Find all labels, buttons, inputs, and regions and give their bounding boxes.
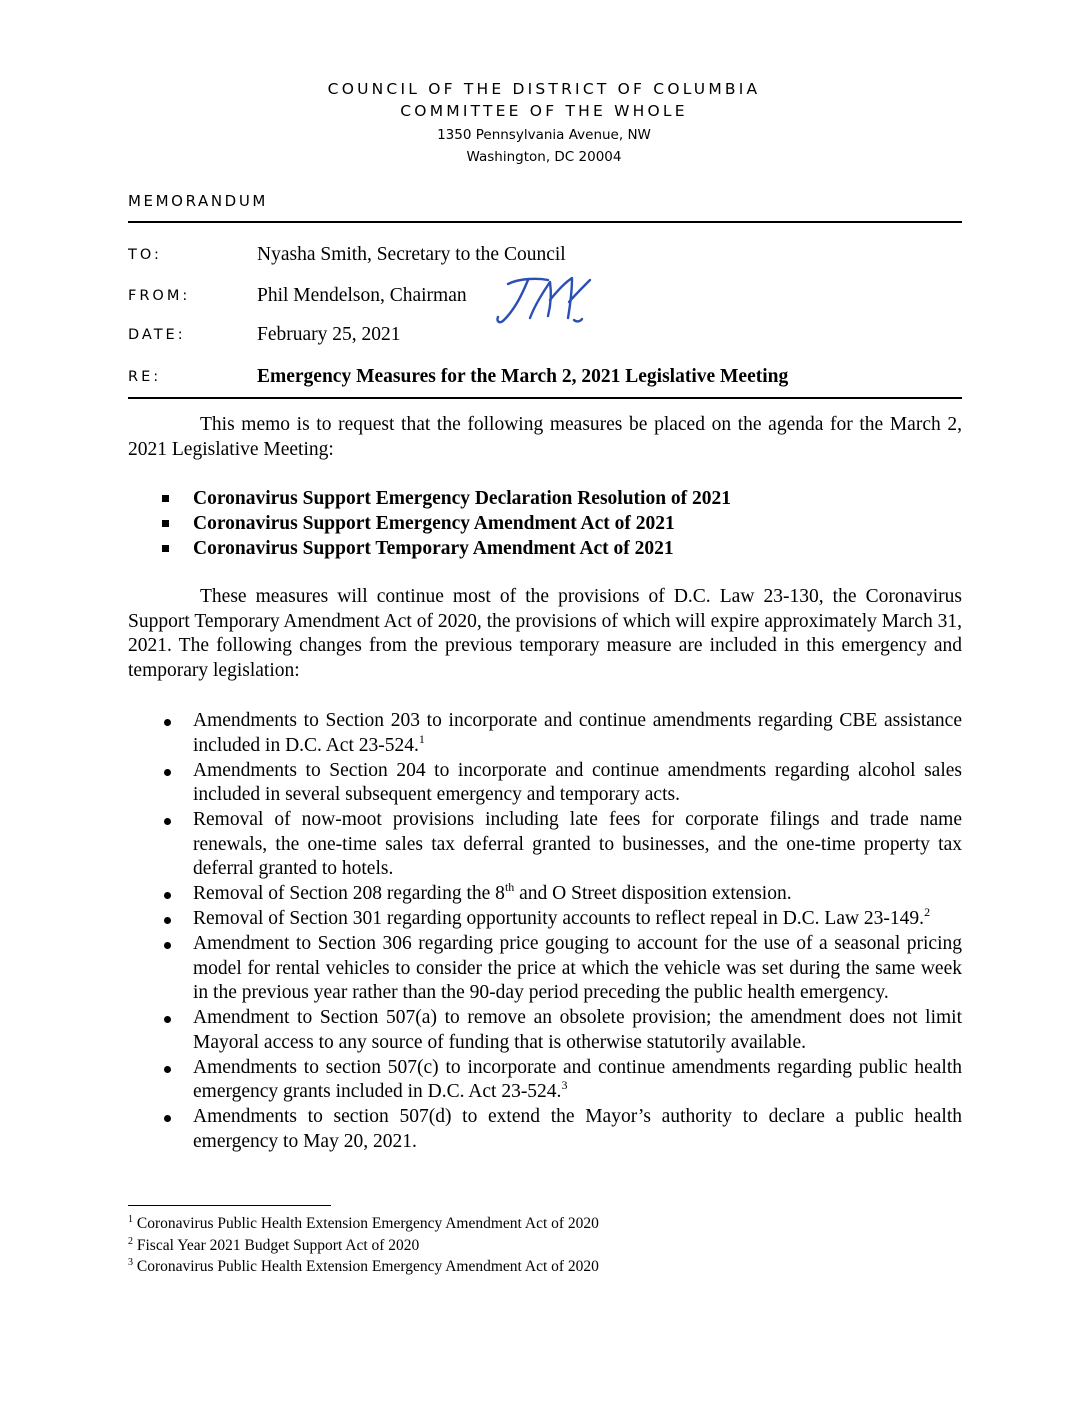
bullet-icon	[164, 818, 171, 825]
footnote-number: 2	[128, 1235, 133, 1247]
square-bullet-icon	[162, 545, 169, 552]
square-bullet-icon	[162, 520, 169, 527]
measure-title: Coronavirus Support Temporary Amendment Act of 2021	[193, 538, 674, 559]
change-text: and O Street disposition extension.	[514, 883, 792, 904]
from-label: FROM:	[128, 288, 191, 304]
list-item	[128, 907, 962, 932]
to-label: TO:	[128, 247, 162, 263]
bullet-icon	[164, 1115, 171, 1122]
square-bullet-icon	[162, 495, 169, 502]
change-text: Removal of Section 208 regarding the 8	[193, 883, 505, 904]
footnote-2	[128, 1235, 599, 1257]
letterhead-address	[0, 124, 1088, 168]
bullet-icon	[164, 892, 171, 899]
list-item	[128, 1006, 962, 1055]
list-item	[128, 486, 962, 511]
list-item	[128, 709, 962, 758]
summary-paragraph: These measures will continue most of the provisions of D.C. Law 23-130, the Coronavirus Support Temporary Amendment Act of 2020, the provisions of which will expire approximately March 31, 2021. The following changes from the previous temporary measure are included in this emergency and temporary legislation:	[128, 586, 962, 681]
list-item	[128, 882, 962, 907]
list-item	[128, 536, 962, 561]
list-item	[128, 1056, 962, 1105]
date-row	[128, 324, 962, 357]
list-item	[128, 932, 962, 1006]
footnote-number: 3	[128, 1257, 133, 1268]
bullet-icon	[164, 942, 171, 949]
measures-list	[128, 486, 962, 561]
from-value: Phil Mendelson, Chairman	[257, 285, 467, 306]
measure-title: Coronavirus Support Emergency Amendment Act of 2021	[193, 513, 675, 534]
ordinal-suffix: th	[504, 880, 515, 894]
bullet-icon	[164, 1016, 171, 1023]
council-name: COUNCIL OF THE DISTRICT OF COLUMBIA	[327, 80, 761, 98]
footnote-text: Coronavirus Public Health Extension Emergency Amendment Act of 2020	[133, 1258, 599, 1275]
change-text: Amendments to section 507(c) to incorporate and continue amendments regarding public health emergency grants included in D.C. Act 23-524.	[193, 1056, 962, 1102]
change-text: Removal of Section 301 regarding opportunity accounts to reflect repeal in D.C. Law 23-149.	[193, 908, 925, 929]
memorandum-label: MEMORANDUM	[128, 192, 268, 210]
change-text: Amendments to Section 203 to incorporate and continue amendments regarding CBE assistance included in D.C. Act 23-524.	[193, 710, 962, 756]
change-text: Removal of now-moot provisions including late fees for corporate filings and trade name renewals, the one-time sales tax deferral granted to businesses, and the one-time property tax deferral granted to hotels.	[193, 809, 962, 879]
measure-title: Coronavirus Support Emergency Declaration Resolution of 2021	[193, 488, 732, 509]
footnote-ref: 1	[418, 731, 425, 746]
bullet-icon	[164, 1066, 171, 1073]
re-label: RE:	[128, 369, 162, 385]
footnote-3	[128, 1256, 599, 1278]
footnote-1	[128, 1213, 599, 1235]
bullet-icon	[164, 719, 171, 726]
header-rule-bottom	[128, 397, 962, 399]
bullet-icon	[164, 769, 171, 776]
list-item	[128, 759, 962, 808]
footnote-number: 1	[128, 1214, 133, 1225]
change-text: Amendments to section 507(d) to extend the Mayor’s authority to declare a public health emergency to May 20, 2021.	[193, 1106, 962, 1152]
footnote-text: Coronavirus Public Health Extension Emergency Amendment Act of 2020	[133, 1215, 599, 1232]
footnotes	[128, 1213, 599, 1278]
re-value: Emergency Measures for the March 2, 2021 Legislative Meeting	[257, 366, 789, 387]
change-text: Amendment to Section 507(a) to remove an obsolete provision; the amendment does not limit Mayoral access to any source of funding that is otherwise statutorily available.	[193, 1007, 962, 1053]
to-value: Nyasha Smith, Secretary to the Council	[257, 244, 566, 265]
footnote-ref: 2	[924, 905, 931, 919]
city-address: Washington, DC 20004	[466, 149, 622, 165]
date-label: DATE:	[128, 327, 186, 343]
letterhead-organization	[0, 78, 1088, 122]
footnote-ref: 3	[561, 1078, 568, 1092]
footnote-text: Fiscal Year 2021 Budget Support Act of 2020	[133, 1236, 420, 1254]
footnote-separator	[128, 1205, 331, 1206]
signature-image	[490, 272, 600, 328]
bullet-icon	[164, 917, 171, 924]
re-row	[128, 366, 962, 399]
list-item	[128, 511, 962, 536]
committee-name: COMMITTEE OF THE WHOLE	[400, 102, 688, 120]
list-item	[128, 808, 962, 882]
intro-paragraph: This memo is to request that the following measures be placed on the agenda for the March 2, 2021 Legislative Meeting:	[128, 414, 962, 460]
street-address: 1350 Pennsylvania Avenue, NW	[437, 127, 651, 143]
list-item	[128, 1105, 962, 1154]
change-text: Amendment to Section 306 regarding price gouging to account for the use of a seasonal pricing model for rental vehicles to consider the price at which the vehicle was set during the same week in the previous year rather than the 90-day period preceding the public health emergency.	[193, 933, 962, 1003]
date-value: February 25, 2021	[257, 324, 401, 345]
changes-list	[128, 709, 962, 1155]
change-text: Amendments to Section 204 to incorporate and continue amendments regarding alcohol sales included in several subsequent emergency and temporary acts.	[193, 759, 962, 805]
header-rule-top	[128, 221, 962, 223]
